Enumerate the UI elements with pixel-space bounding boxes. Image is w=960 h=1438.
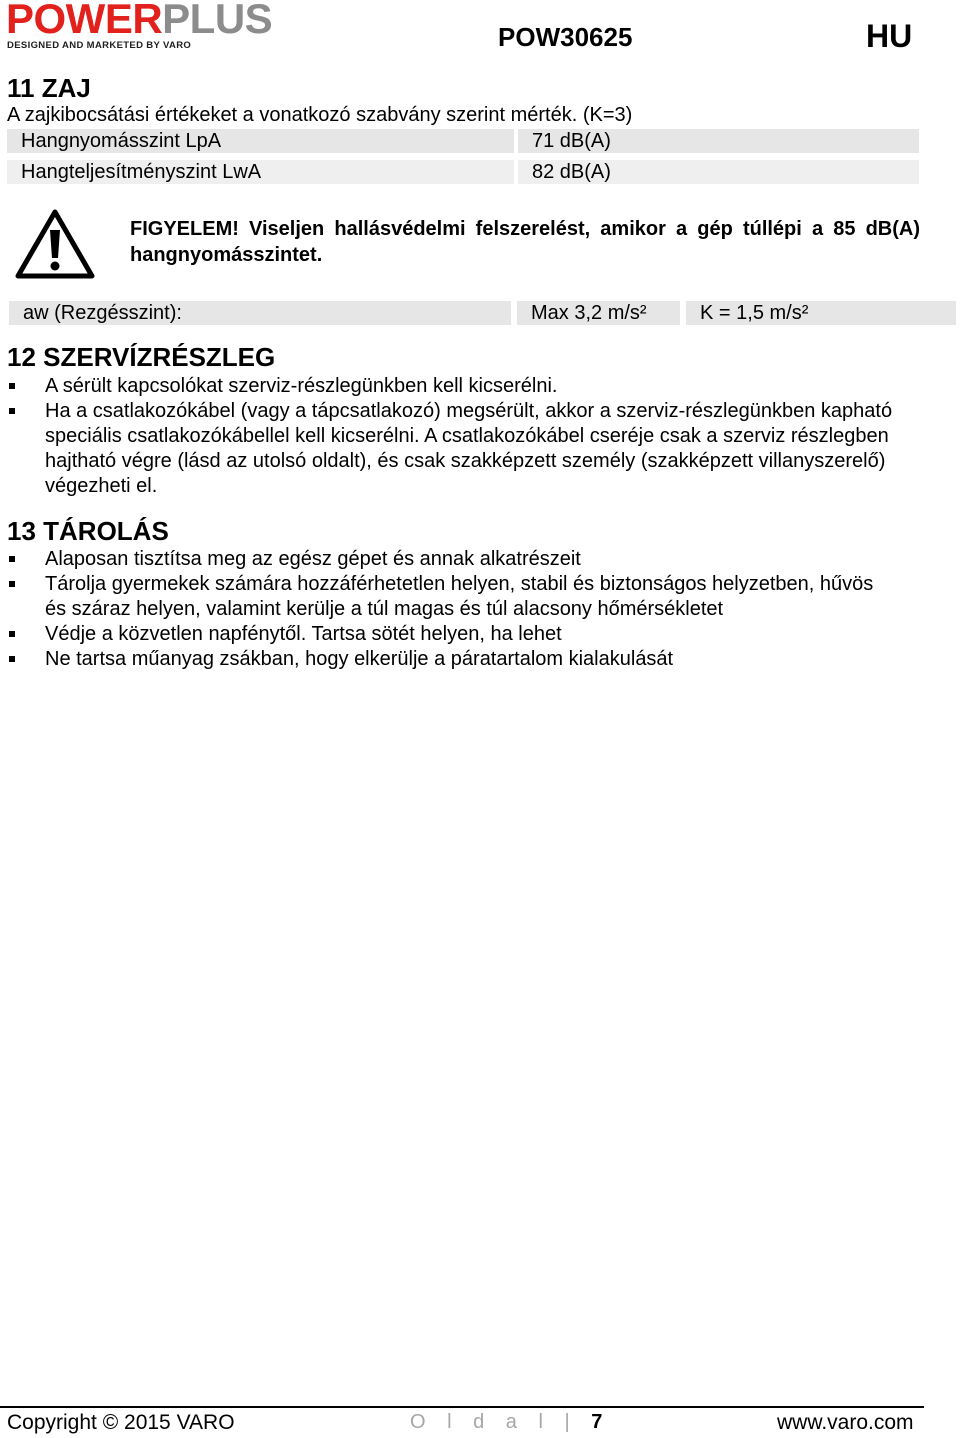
footer-copyright: Copyright © 2015 VARO: [7, 1411, 235, 1434]
noise-row-value: 71 dB(A): [518, 129, 919, 153]
logo-tagline: DESIGNED AND MARKETED BY VARO: [7, 40, 192, 51]
list-item-text: A sérült kapcsolókat szerviz-részlegünkben kell kicserélni.: [45, 375, 558, 397]
noise-intro: A zajkibocsátási értékeket a vonatkozó szabvány szerint mérték. (K=3): [7, 104, 633, 126]
bullet-square-icon: [9, 408, 15, 414]
model-number: POW30625: [498, 22, 633, 52]
footer-page-indicator: [410, 1411, 602, 1434]
list-item-text: Ne tartsa műanyag zsákban, hogy elkerülje a páratartalom kialakulását: [45, 648, 674, 670]
footer-divider: [0, 1406, 924, 1408]
section-heading-storage: 13 TÁROLÁS: [7, 516, 169, 546]
list-item: [0, 622, 895, 647]
logo-word-plus: PLUS: [162, 0, 273, 42]
bullet-square-icon: [9, 631, 15, 637]
list-item: [0, 547, 895, 572]
warning-triangle-icon: [14, 208, 96, 280]
list-item-text: Tárolja gyermekek számára hozzáférhetetlen helyen, stabil és biztonságos helyzetben, hűvös és száraz helyen, valamint kerülje a túl magas és túl alacsony hőmérsékletet: [45, 573, 874, 620]
section-heading-service: 12 SZERVÍZRÉSZLEG: [7, 342, 276, 372]
vibration-label: aw (Rezgésszint):: [9, 301, 511, 325]
noise-row-label: Hangnyomásszint LpA: [7, 129, 514, 153]
section-heading-noise: 11 ZAJ: [7, 73, 91, 103]
bullet-square-icon: [9, 656, 15, 662]
page-label: O l d a l |: [410, 1411, 578, 1433]
service-list: [0, 374, 960, 499]
logo-word-power: POWER: [6, 0, 163, 42]
list-item-text: Védje a közvetlen napfénytől. Tartsa sötét helyen, ha lehet: [45, 623, 562, 645]
vibration-uncertainty: K = 1,5 m/s²: [686, 301, 956, 325]
hearing-protection-warning: FIGYELEM! Viseljen hallásvédelmi felszerelést, amikor a gép túllépi a 85 dB(A) hangnyomásszintet.: [130, 218, 920, 266]
language-code: HU: [866, 18, 913, 54]
logo-wordmark: [6, 0, 272, 40]
list-item: [0, 647, 895, 672]
list-item: [0, 399, 895, 499]
list-item: [0, 374, 895, 399]
storage-list: [0, 547, 960, 672]
noise-row-label: Hangteljesítményszint LwA: [7, 160, 514, 184]
list-item-text: Alaposan tisztítsa meg az egész gépet és annak alkatrészeit: [45, 548, 581, 570]
bullet-square-icon: [9, 581, 15, 587]
bullet-square-icon: [9, 556, 15, 562]
vibration-value: Max 3,2 m/s²: [517, 301, 680, 325]
list-item-text: Ha a csatlakozókábel (vagy a tápcsatlakozó) megsérült, akkor a szerviz-részlegünkben kapható speciális csatlakozókábellel kell kicserélni. A csatlakozókábel cseréje csak a szerviz részlegben hajtható végre (lásd az utolsó oldalt), és csak szakképzett személy (szakképzett villanyszerelő) végezheti el.: [45, 400, 893, 497]
list-item: [0, 572, 895, 622]
bullet-square-icon: [9, 383, 15, 389]
brand-logo: [6, 0, 346, 52]
page-number: 7: [591, 1411, 603, 1433]
noise-row-value: 82 dB(A): [518, 160, 919, 184]
footer-website-link[interactable]: www.varo.com: [777, 1411, 914, 1434]
